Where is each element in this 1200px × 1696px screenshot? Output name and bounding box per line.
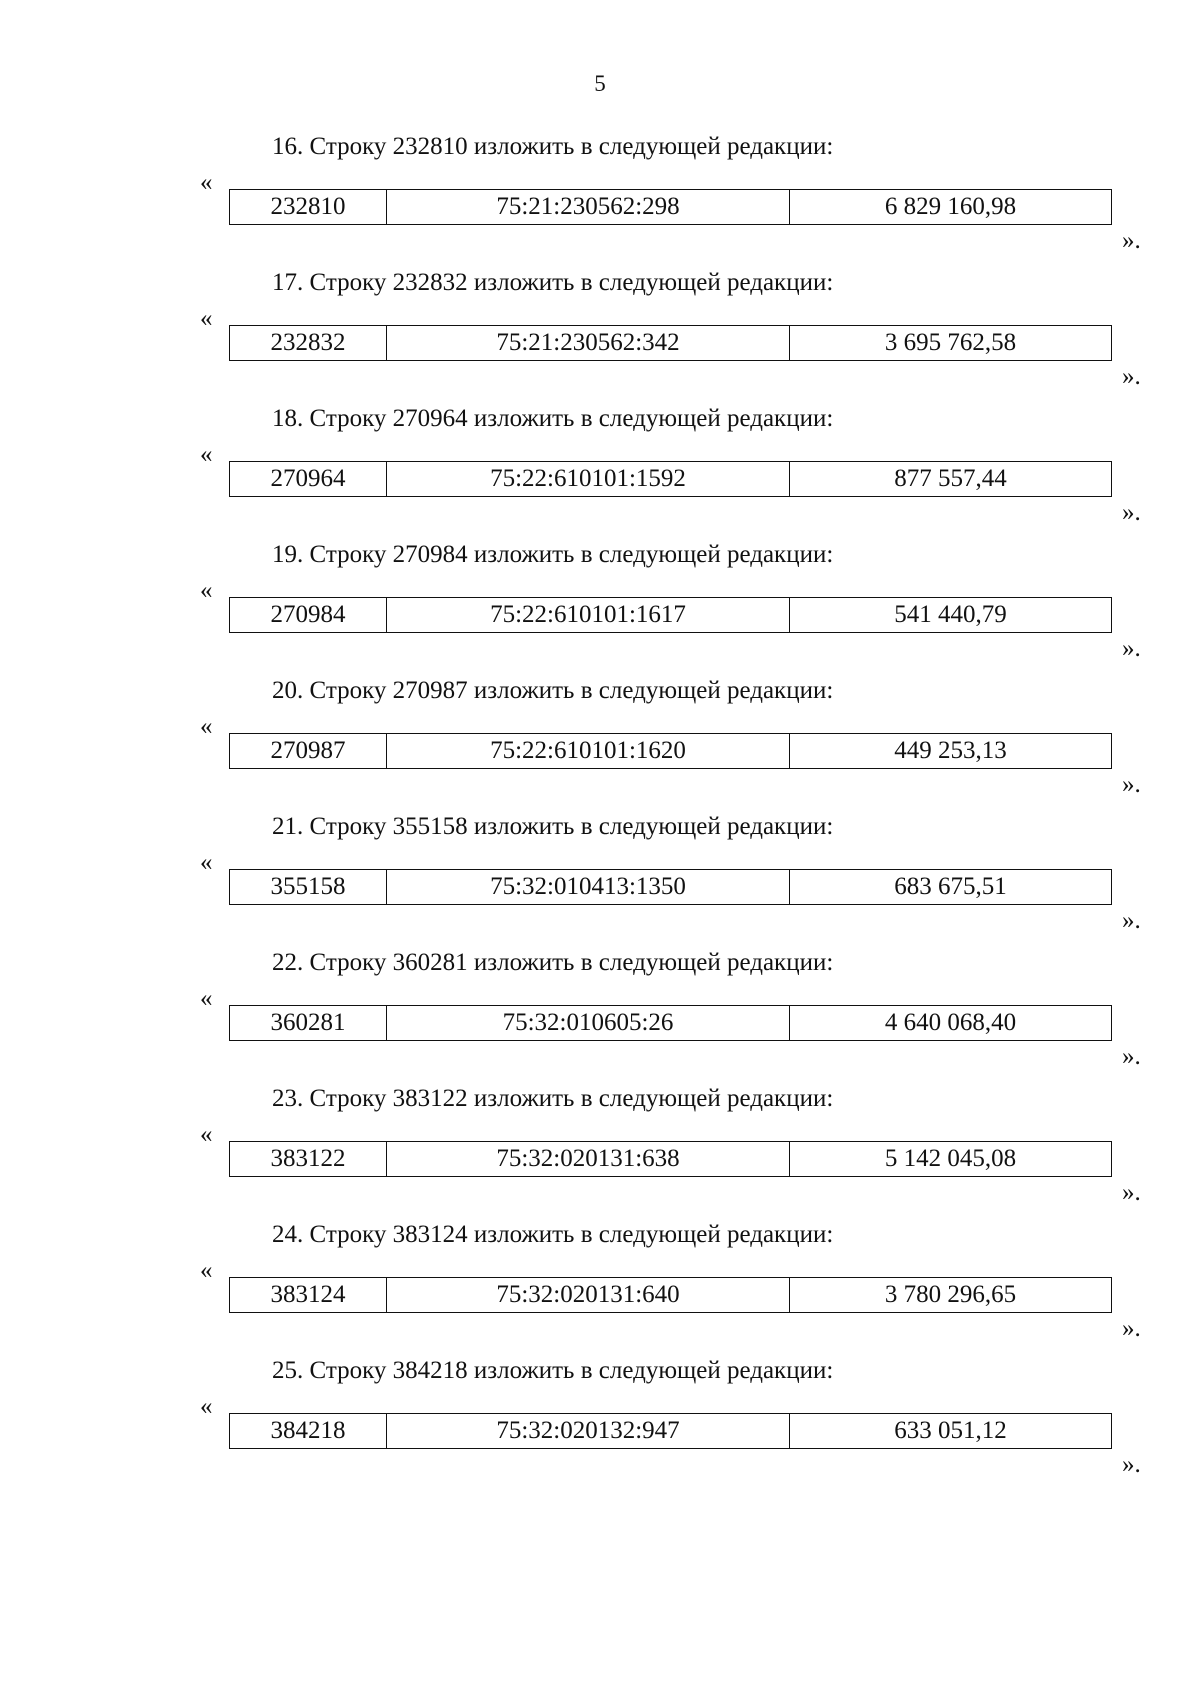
- table-row: [229, 461, 1112, 497]
- amendment-20: [0, 675, 1200, 811]
- closing-quote: ».: [1122, 1179, 1141, 1206]
- closing-quote: ».: [1122, 227, 1141, 254]
- value-cell: 633 051,12: [894, 1417, 1007, 1444]
- row-number-cell: 360281: [230, 1006, 387, 1040]
- row-number-cell: 383122: [230, 1142, 387, 1176]
- cadastral-number-cell: 75:21:230562:298: [387, 190, 790, 224]
- cadastral-number-cell: 75:32:020131:638: [387, 1142, 790, 1176]
- row-number-cell: 232810: [230, 190, 387, 224]
- cadastral-number-cell: 75:22:610101:1620: [387, 734, 790, 768]
- row-number-cell: 383124: [230, 1278, 387, 1312]
- table-row: [229, 325, 1112, 361]
- value-cell: 4 640 068,40: [884, 1009, 1017, 1036]
- closing-quote: ».: [1122, 1043, 1141, 1070]
- opening-quote: «: [200, 305, 213, 332]
- amendment-heading: 25. Строку 384218 изложить в следующей редакции:: [272, 1357, 834, 1384]
- row-number-cell: 355158: [230, 870, 387, 904]
- row-number-cell: 270984: [230, 598, 387, 632]
- amendment-25: [0, 1355, 1200, 1491]
- table-row: [229, 1277, 1112, 1313]
- closing-quote: ».: [1122, 771, 1141, 798]
- row-number-cell: 270964: [230, 462, 387, 496]
- opening-quote: «: [200, 441, 213, 468]
- opening-quote: «: [200, 985, 213, 1012]
- amendment-heading: 17. Строку 232832 изложить в следующей редакции:: [272, 269, 834, 296]
- amendment-heading: 19. Строку 270984 изложить в следующей редакции:: [272, 541, 834, 568]
- amendment-heading: 23. Строку 383122 изложить в следующей редакции:: [272, 1085, 834, 1112]
- closing-quote: ».: [1122, 1315, 1141, 1342]
- opening-quote: «: [200, 713, 213, 740]
- closing-quote: ».: [1122, 635, 1141, 662]
- opening-quote: «: [200, 577, 213, 604]
- value-cell: 449 253,13: [894, 737, 1007, 764]
- value-cell: 541 440,79: [894, 601, 1007, 628]
- cadastral-number-cell: 75:22:610101:1592: [387, 462, 790, 496]
- amendment-heading: 24. Строку 383124 изложить в следующей редакции:: [272, 1221, 834, 1248]
- value-cell: 5 142 045,08: [884, 1145, 1017, 1172]
- closing-quote: ».: [1122, 1451, 1141, 1478]
- amendment-23: [0, 1083, 1200, 1219]
- closing-quote: ».: [1122, 907, 1141, 934]
- closing-quote: ».: [1122, 499, 1141, 526]
- table-row: [229, 1005, 1112, 1041]
- amendment-18: [0, 403, 1200, 539]
- amendment-heading: 21. Строку 355158 изложить в следующей редакции:: [272, 813, 834, 840]
- value-cell: 683 675,51: [894, 873, 1007, 900]
- amendment-heading: 18. Строку 270964 изложить в следующей редакции:: [272, 405, 834, 432]
- amendment-21: [0, 811, 1200, 947]
- closing-quote: ».: [1122, 363, 1141, 390]
- table-row: [229, 189, 1112, 225]
- row-number-cell: 232832: [230, 326, 387, 360]
- amendment-24: [0, 1219, 1200, 1355]
- value-cell: 6 829 160,98: [884, 193, 1017, 220]
- table-row: [229, 733, 1112, 769]
- cadastral-number-cell: 75:21:230562:342: [387, 326, 790, 360]
- cadastral-number-cell: 75:32:020131:640: [387, 1278, 790, 1312]
- value-cell: 3 695 762,58: [884, 329, 1017, 356]
- opening-quote: «: [200, 1121, 213, 1148]
- amendment-heading: 22. Строку 360281 изложить в следующей редакции:: [272, 949, 834, 976]
- amendment-22: [0, 947, 1200, 1083]
- cadastral-number-cell: 75:32:010413:1350: [387, 870, 790, 904]
- table-row: [229, 1413, 1112, 1449]
- amendment-16: [0, 131, 1200, 267]
- cadastral-number-cell: 75:32:010605:26: [387, 1006, 790, 1040]
- value-cell: 3 780 296,65: [884, 1281, 1017, 1308]
- opening-quote: «: [200, 849, 213, 876]
- amendment-17: [0, 267, 1200, 403]
- opening-quote: «: [200, 1257, 213, 1284]
- cadastral-number-cell: 75:22:610101:1617: [387, 598, 790, 632]
- value-cell: 877 557,44: [894, 465, 1007, 492]
- row-number-cell: 270987: [230, 734, 387, 768]
- table-row: [229, 1141, 1112, 1177]
- opening-quote: «: [200, 1393, 213, 1420]
- table-row: [229, 869, 1112, 905]
- cadastral-number-cell: 75:32:020132:947: [387, 1414, 790, 1448]
- opening-quote: «: [200, 169, 213, 196]
- amendment-19: [0, 539, 1200, 675]
- table-row: [229, 597, 1112, 633]
- row-number-cell: 384218: [230, 1414, 387, 1448]
- amendment-heading: 20. Строку 270987 изложить в следующей редакции:: [272, 677, 834, 704]
- page-number: 5: [594, 71, 606, 96]
- amendment-heading: 16. Строку 232810 изложить в следующей редакции:: [272, 133, 834, 160]
